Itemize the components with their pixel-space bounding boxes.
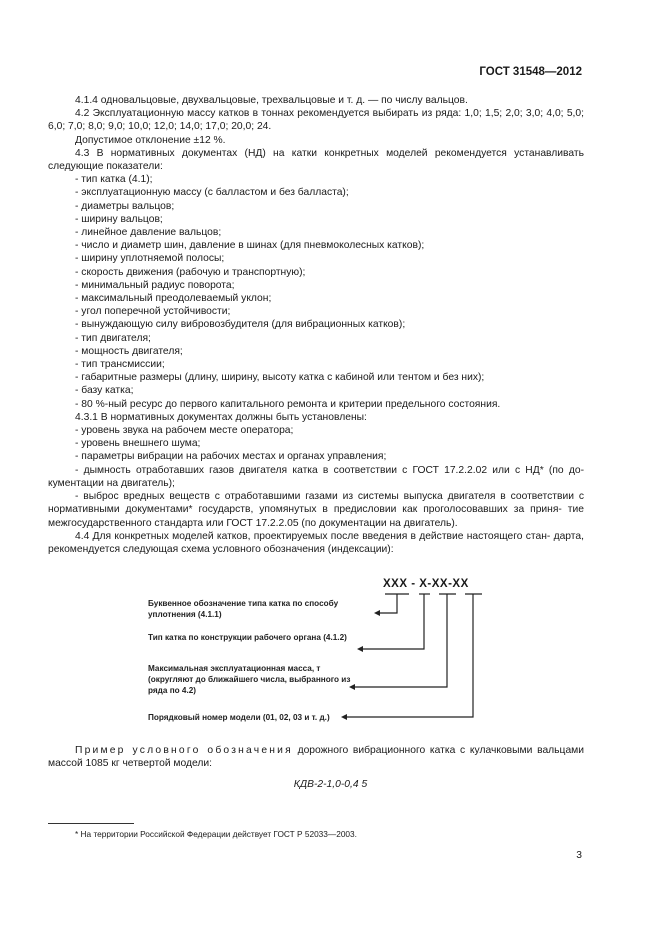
arrow-icon [357,646,363,652]
list-item: - мощность двигателя; [75,345,183,357]
list-item: - тип двигателя; [75,332,151,344]
connector-line [380,594,397,613]
example-formula: КДВ-2-1,0-0,4 5 [293,779,368,790]
list-item: - тип трансмиссии; [75,359,165,371]
page-number: 3 [576,850,582,861]
paragraph: 4.4 Для конкретных моделей катков, проектируемых после введения в действие настоящего стан- дарта, рекомендуется следующая схема условного обозначения (индексации): [48,530,584,555]
list-item: - минимальный радиус поворота; [75,279,235,291]
paragraph: Допустимое отклонение ±12 %. [75,134,226,146]
list-item: - базу катка; [75,385,134,397]
list-item: - уровень звука на рабочем месте оператора; [75,425,294,437]
paragraph: 4.3 В нормативных документах (НД) на катки конкретных моделей рекомендуется устанавливать следующие показатели: [48,147,584,173]
list-item: - ширину уплотняемой полосы; [75,253,225,265]
scheme-label-model-number: Порядковый номер модели (01, 02, 03 и т. д.) [148,713,330,722]
list-item: - число и диаметр шин, давление в шинах (для пневмоколесных катков); [75,240,425,252]
list-item: - скорость движения (рабочую и транспортную); [75,266,306,278]
list-item: - линейное давление вальцов; [75,227,222,239]
paragraph: - дымность отработавших газов двигателя катка в соответствии с ГОСТ 17.2.2.02 или с НД* (по до- кументации на двигатель); [48,464,584,489]
list-item: - вынуждающую силу вибровозбудителя (для вибрационных катков); [75,319,406,331]
list-item: - уровень внешнего шума; [75,438,201,450]
paragraph: 4.1.4 одновальцовые, двухвальцовые, трехвальцовые и т. д. — по числу вальцов. [75,95,468,106]
designation-code: ХХХ - Х-ХХ-ХХ [383,578,469,590]
list-item: - параметры вибрации на рабочих местах и органах управления; [75,451,387,463]
footnote: * На территории Российской Федерации действует ГОСТ Р 52033—2003. [75,829,357,839]
example-heading: Пример условного обозначения [75,745,293,756]
example-paragraph [48,744,584,770]
scheme-label-construction: Тип катка по конструкции рабочего органа (4.1.2) [148,633,347,642]
document-body [48,94,584,556]
footnote-separator [48,823,134,824]
paragraph: - выброс вредных веществ с отработавшими газами из системы выпуска двигателя в соответствии с нормативными документами* государств, упомянутых в предисловии как проголосовавших за приня- тие межгосударственного стандарта или ГОСТ 17.2.2.05 (по документации на двигатель). [48,491,584,529]
arrow-icon [374,610,380,616]
list-item: - диаметры вальцов; [75,200,175,212]
list-item: - эксплуатационную массу (с балластом и без балласта); [75,187,349,199]
paragraph: 4.3.1 В нормативных документах должны быть установлены: [75,411,367,423]
list-item: - габаритные размеры (длину, ширину, высоту катка с кабиной или тентом и без них); [75,372,485,384]
paragraph: 4.2 Эксплуатационную массу катков в тоннах рекомендуется выбирать из ряда: 1,0; 1,5; 2,0; 3,0; 4,0; 5,0; 6,0; 7,0; 8,0; 9,0; 10,0; 12,0; 14,0; 17,0; 20,0; 24. [48,108,584,133]
example-text: дорожного вибрационного катка с кулачковыми вальцами массой 1085 кг четвертой модели: [48,745,584,770]
list-item: - максимальный преодолеваемый уклон; [75,293,272,305]
scheme-label-mass: Максимальная эксплуатационная масса, т (округляют до ближайшего числа, выбранного из ряда по 4.2) [148,664,351,695]
list-item: - угол поперечной устойчивости; [75,306,231,318]
list-item: - 80 %-ный ресурс до первого капитального ремонта и критерии предельного состояния. [75,398,501,410]
list-item: - тип катка (4.1); [75,174,153,186]
list-item: - ширину вальцов; [75,213,163,225]
scheme-label-type: Буквенное обозначение типа катка по способу уплотнения (4.1.1) [148,599,339,619]
document-header: ГОСТ 31548—2012 [479,66,582,78]
